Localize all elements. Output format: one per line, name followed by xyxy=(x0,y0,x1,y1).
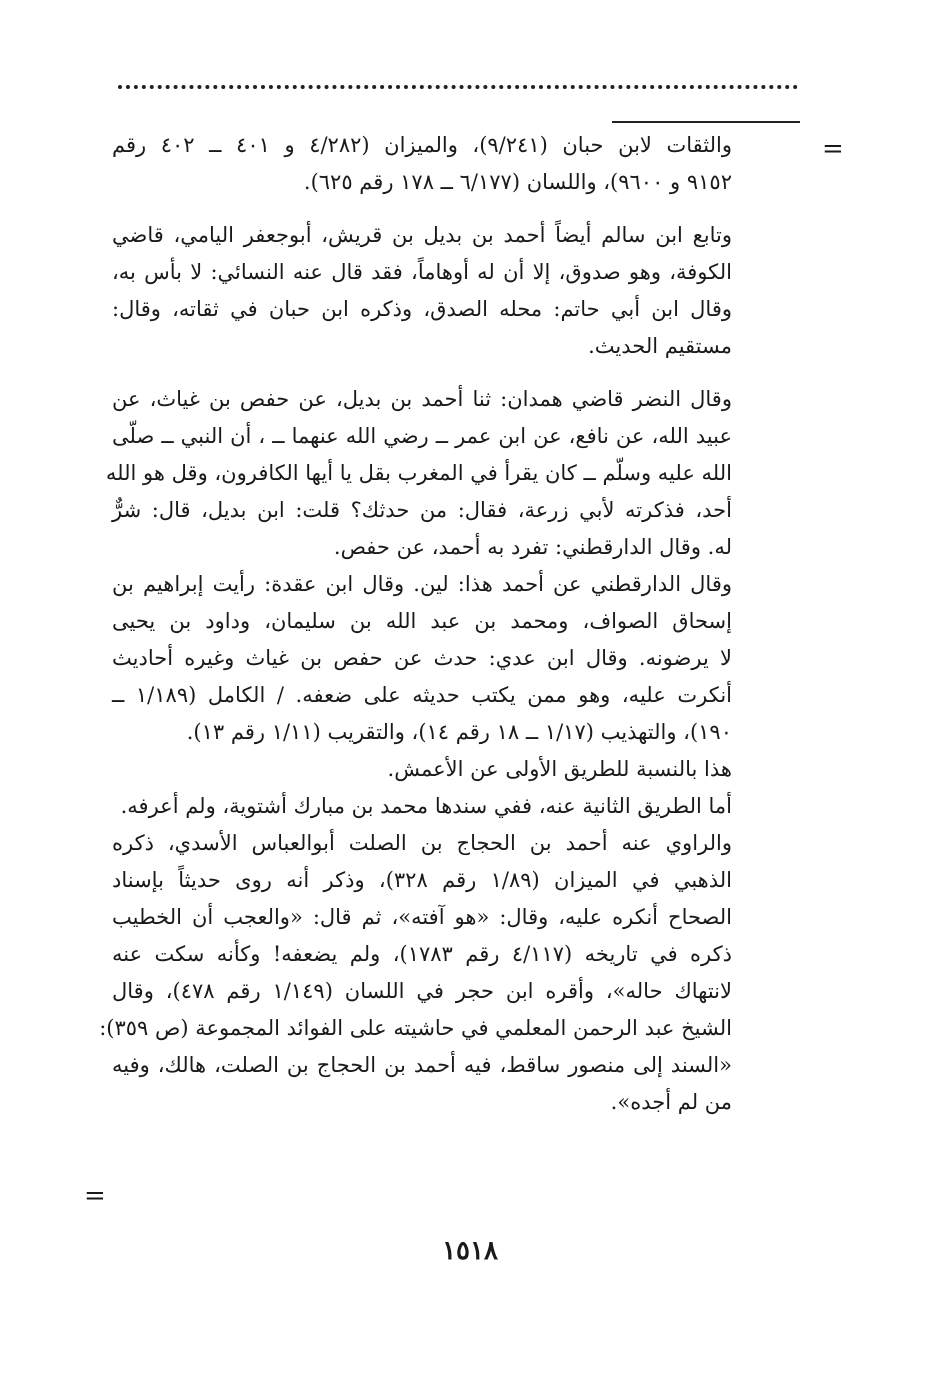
paragraph-4 xyxy=(112,566,732,788)
text-line: الصحاح أنكره عليه، وقال: «هو آفته»، ثم قال: «والعجب أن الخطيب xyxy=(112,905,732,929)
continuation-marker-top: = xyxy=(822,134,844,164)
text-line: الشيخ عبد الرحمن المعلمي في حاشيته على الفوائد المجموعة (ص ٣٥٩): xyxy=(99,1016,732,1040)
text-line: الله عليه وسلّم ــ كان يقرأ في المغرب بقل يا أيها الكافرون، وقل هو الله xyxy=(105,461,732,485)
text-line: مستقيم الحديث. xyxy=(588,334,732,358)
text-line: ١٩٠)، والتهذيب (١/١٧ ــ ١٨ رقم ١٤)، والتقريب (١/١١ رقم ١٣). xyxy=(186,720,732,744)
text-line: ذكره في تاريخه (٤/١١٧ رقم ١٧٨٣)، ولم يضعفه! وكأنه سكت عنه xyxy=(112,942,732,966)
text-line: أنكرت عليه، وهو ممن يكتب حديثه على ضعفه. / الكامل (١/١٨٩ ــ xyxy=(112,683,732,707)
paragraph-1 xyxy=(112,127,732,201)
text-line: لانتهاك حاله»، وأقره ابن حجر في اللسان (١/١٤٩ رقم ٤٧٨)، وقال xyxy=(112,979,732,1003)
text-line: ٩١٥٢ و ٩٦٠٠)، واللسان (٦/١٧٧ ــ ١٧٨ رقم ٦٢٥). xyxy=(303,170,732,194)
paragraph-2 xyxy=(112,217,732,365)
text-line: «السند إلى منصور ساقط، فيه أحمد بن الحجاج بن الصلت، هالك، وفيه xyxy=(112,1053,732,1077)
text-line: وقال الدارقطني عن أحمد هذا: لين. وقال ابن عقدة: رأيت إبراهيم بن xyxy=(112,572,732,596)
text-line: عبيد الله، عن نافع، عن ابن عمر ــ رضي الله عنهما ــ ، أن النبي ــ صلّى xyxy=(112,424,732,448)
paragraph-5 xyxy=(112,788,732,825)
paragraph-3 xyxy=(105,381,732,566)
continuation-marker-bottom: = xyxy=(84,1181,106,1211)
text-line: له. وقال الدارقطني: تفرد به أحمد، عن حفص. xyxy=(333,535,732,559)
footnote-text xyxy=(99,127,732,1121)
text-line: هذا بالنسبة للطريق الأولى عن الأعمش. xyxy=(387,757,732,781)
text-line: وتابع ابن سالم أيضاً أحمد بن بديل بن قريش، أبوجعفر اليامي، قاضي xyxy=(112,223,732,247)
text-line: الكوفة، وهو صدوق، إلا أن له أوهاماً، فقد قال عنه النسائي: لا بأس به، xyxy=(112,260,732,284)
dotted-separator xyxy=(118,85,798,93)
footnote-rule xyxy=(612,121,800,123)
text-line: إسحاق الصواف، ومحمد بن عبد الله بن سليمان، وداود بن يحيى xyxy=(112,609,732,633)
text-line: وقال النضر قاضي همدان: ثنا أحمد بن بديل، عن حفص بن غياث، عن xyxy=(112,387,732,411)
text-line: أما الطريق الثانية عنه، ففي سندها محمد بن مبارك أشتوية، ولم أعرفه. xyxy=(120,794,732,818)
page-number: ١٥١٨ xyxy=(442,1236,498,1266)
text-line: من لم أجده». xyxy=(610,1090,732,1114)
text-line: لا يرضونه. وقال ابن عدي: حدث عن حفص بن غياث وغيره أحاديث xyxy=(112,646,732,670)
text-line: أحد، فذكرته لأبي زرعة، فقال: من حدثك؟ قلت: ابن بديل، قال: شرٌّ xyxy=(112,498,732,522)
text-line: الذهبي في الميزان (١/٨٩ رقم ٣٢٨)، وذكر أنه روى حديثاً بإسناد xyxy=(112,868,732,892)
paragraph-6 xyxy=(99,825,732,1121)
text-line: وقال ابن أبي حاتم: محله الصدق، وذكره ابن حبان في ثقاته، وقال: xyxy=(112,297,732,321)
text-line: والراوي عنه أحمد بن الحجاج بن الصلت أبوالعباس الأسدي، ذكره xyxy=(112,831,732,855)
text-line: والثقات لابن حبان (٩/٢٤١)، والميزان (٤/٢٨٢ و ٤٠١ ــ ٤٠٢ رقم xyxy=(112,133,732,157)
